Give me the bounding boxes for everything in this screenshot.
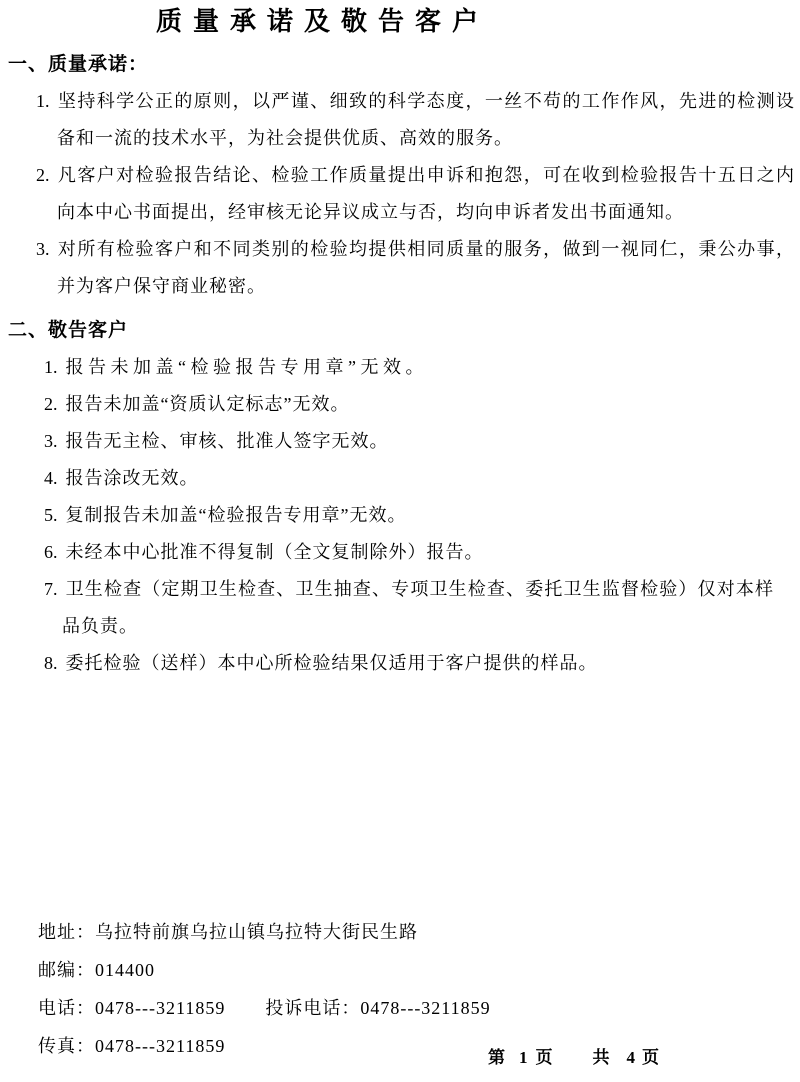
item-number: 5. [44,505,58,525]
section-quality-commitment [0,46,800,305]
complaint-phone-value: 0478---3211859 [360,998,491,1018]
list-item [0,83,795,157]
address-row [38,913,800,951]
item-text: 报告未加盖“资质认定标志”无效。 [65,394,350,414]
list-item [0,497,774,534]
item-number: 7. [44,579,58,599]
fax-value: 0478---3211859 [95,1036,226,1056]
postcode-label: 邮编： [38,960,95,980]
item-text: 复制报告未加盖“检验报告专用章”无效。 [65,505,407,525]
fax-label: 传真： [38,1036,95,1056]
postcode-value: 014400 [95,960,155,980]
address-label: 地址： [38,922,95,942]
contact-footer [38,913,800,1065]
list-item [0,534,774,571]
customer-notice-list [0,349,800,682]
list-item [0,386,774,423]
page-suffix: 页 [535,1048,553,1067]
list-item [0,349,774,386]
item-number: 3. [44,431,58,451]
list-item [0,157,795,231]
phone-row [38,989,800,1027]
item-text: 卫生检查（定期卫生检查、卫生抽查、专项卫生检查、委托卫生监督检验）仅对本样品负责。 [62,579,774,636]
address-value: 乌拉特前旗乌拉山镇乌拉特大街民生路 [95,922,418,942]
list-item [0,571,774,645]
item-text: 凡客户对检验报告结论、检验工作质量提出申诉和抱怨，可在收到检验报告十五日之内向本中心书面提出，经审核无论异议成立与否，均向申诉者发出书面通知。 [57,165,795,222]
item-text: 对所有检验客户和不同类别的检验均提供相同质量的服务，做到一视同仁，秉公办事，并为客户保守商业秘密。 [57,239,795,296]
item-text: 报告涂改无效。 [65,468,199,488]
complaint-phone-label: 投诉电话： [265,998,361,1018]
list-item [0,645,774,682]
item-text: 未经本中心批准不得复制（全文复制除外）报告。 [65,542,484,562]
item-number: 1. [44,357,58,377]
section-customer-notice [0,312,800,682]
item-text: 坚持科学公正的原则，以严谨、细致的科学态度，一丝不苟的工作作风，先进的检测设备和一流的技术水平，为社会提供优质、高效的服务。 [57,91,795,148]
item-number: 2. [36,165,50,185]
phone-label: 电话： [38,998,95,1018]
page-title: 质量承诺及敬告客户 [155,6,489,36]
phone-value: 0478---3211859 [95,998,226,1018]
section-heading-quality: 一、质量承诺： [8,54,149,75]
current-page-number: 1 [519,1048,528,1067]
item-text: 委托检验（送样）本中心所检验结果仅适用于客户提供的样品。 [65,653,598,673]
total-pages-number: 4 [626,1048,635,1067]
page-prefix: 第 [488,1048,505,1067]
list-item [0,231,795,305]
list-item [0,460,774,497]
item-number: 4. [44,468,58,488]
item-number: 6. [44,542,58,562]
fax-row [38,1027,800,1065]
total-suffix: 页 [642,1048,659,1067]
item-number: 2. [44,394,58,414]
item-number: 1. [36,91,50,111]
item-number: 8. [44,653,58,673]
item-number: 3. [36,239,50,259]
list-item [0,423,774,460]
section-heading-notice: 二、敬告客户 [8,320,129,341]
item-text: 报告无主检、审核、批准人签字无效。 [65,431,389,451]
quality-commitment-list [0,83,800,305]
item-text: 报告未加盖“检验报告专用章”无效。 [65,357,428,377]
postcode-row [38,951,800,989]
total-prefix: 共 [592,1048,610,1067]
page-number-footer [488,1046,659,1070]
